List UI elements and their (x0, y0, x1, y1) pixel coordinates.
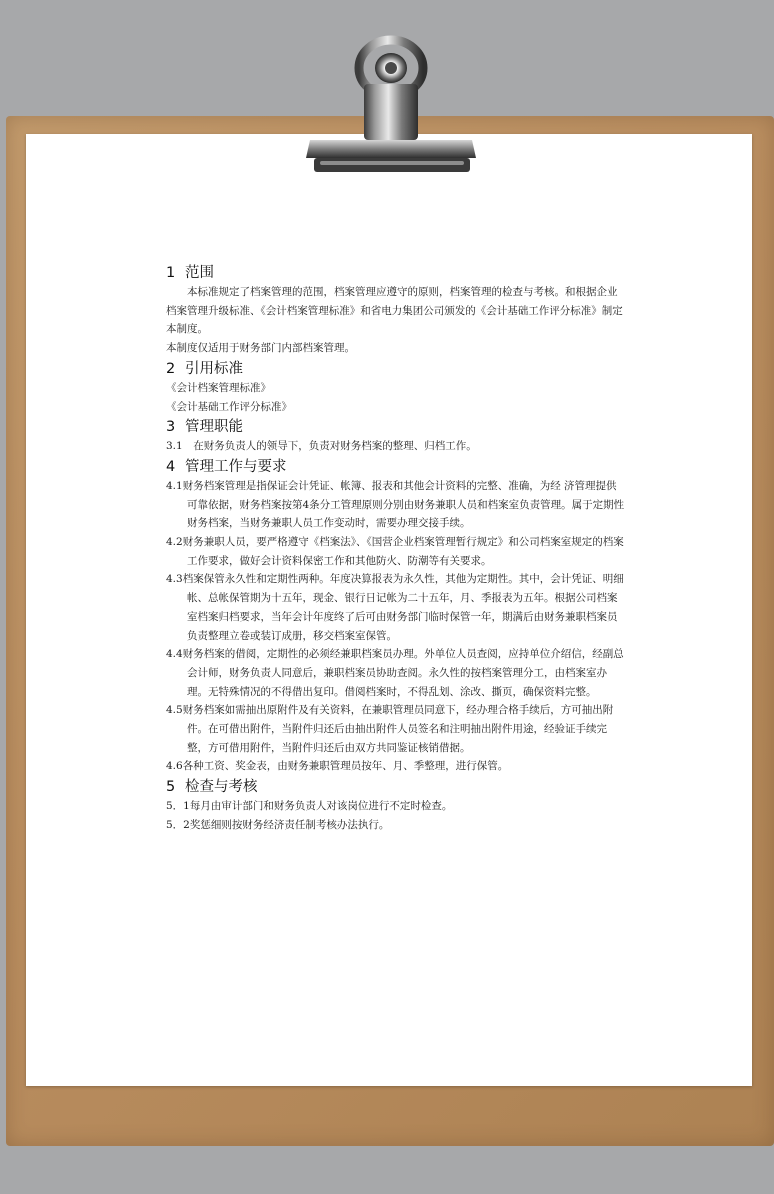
clause-item: 4.2财务兼职人员，要严格遵守《档案法》、《国营企业档案管理暂行规定》和公司档案室规定的档案工作要求，做好会计资料保密工作和其他防火、防潮等有关要求。 (166, 536, 624, 567)
clause-item: 4.4财务档案的借阅，定期性的必须经兼职档案员办理。外单位人员查阅，应持单位介绍信，经副总会计师，财务负责人同意后，兼职档案员协助查阅。永久性的按档案管理分工，由档案室办理。无特殊情况的不得借出复印。借阅档案时，不得乱划、涂改、撕页，确保资料完整。 (166, 648, 624, 698)
clause-item: 3.1 在财务负责人的领导下，负责对财务档案的整理、归档工作。 (166, 440, 477, 453)
section-heading: 4 管理工作与要求 (166, 458, 287, 475)
clause-item: 5．2奖惩细则按财务经济责任制考核办法执行。 (166, 818, 390, 831)
reference-item: 《会计档案管理标准》 (166, 381, 271, 394)
document-body (166, 262, 626, 835)
section-heading: 5 检查与考核 (166, 779, 258, 796)
clause-item: 5．1每月由审计部门和财务负责人对该岗位进行不定时检查。 (166, 800, 453, 813)
section-heading: 2 引用标准 (166, 360, 243, 377)
clause-item: 4.3档案保管永久性和定期性两种。年度决算报表为永久性，其他为定期性。其中，会计凭证、明细帐、总帐保管期为十五年，现金、银行日记帐为二十五年，月、季报表为五年。根据公司档案室档案归档要求，当年会计年度终了后可由财务部门临时保管一年，期满后由财务兼职档案员负责整理立卷或装订成册，移交档案室保管。 (166, 573, 624, 642)
clause-item: 4.1财务档案管理是指保证会计凭证、帐簿、报表和其他会计资料的完整、准确，为经 济管理提供可靠依据，财务档案按第4条分工管理原则分别由财务兼职人员和档案室负责管理。属于定期性财务档案，当财务兼职人员工作变动时，需要办理交接手续。 (166, 479, 625, 530)
reference-item: 《会计基础工作评分标准》 (166, 400, 292, 413)
section-heading: 3 管理职能 (166, 419, 243, 436)
clause-item: 4.6各种工资、奖金表，由财务兼职管理员按年、月、季整理，进行保管。 (166, 760, 509, 773)
binder-clip-icon (296, 22, 480, 178)
section-heading: 1 范围 (166, 265, 214, 281)
paragraph: 本制度仅适用于财务部门内部档案管理。 (166, 342, 355, 355)
paragraph: 本标准规定了档案管理的范围，档案管理应遵守的原则，档案管理的检查与考核。和根据企业档案管理升级标准、《会计档案管理标准》和省电力集团公司颁发的《会计基础工作评分标准》制定本制度。 (166, 286, 623, 336)
clause-item: 4.5财务档案如需抽出原附件及有关资料，在兼职管理员同意下，经办理合格手续后，方可抽出附件。在可借出附件，当附件归还后由抽出附件人员签名和注明抽出附件用途，经验证手续完整，方可借用附件，当附件归还后由双方共同鉴证核销借据。 (166, 704, 614, 754)
